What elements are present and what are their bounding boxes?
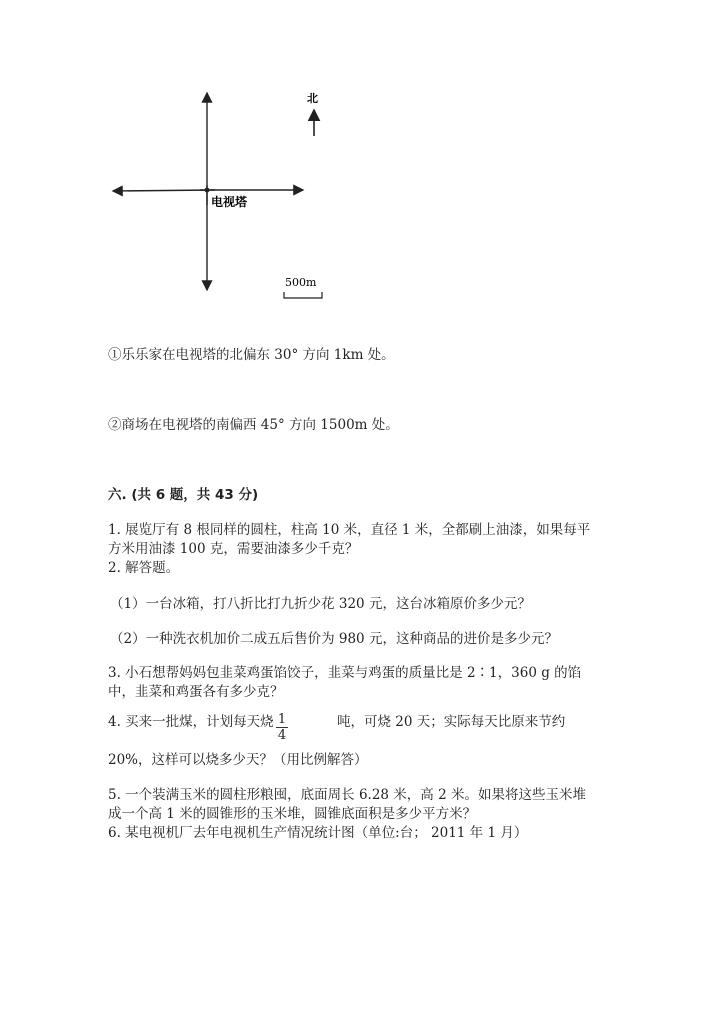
question-6: 6. 某电视机厂去年电视机生产情况统计图（单位:台； 2011 年 1 月） — [108, 825, 528, 841]
fraction-denominator: 4 — [277, 728, 287, 743]
question-3-line-1: 3. 小石想帮妈妈包韭菜鸡蛋馅饺子，韭菜与鸡蛋的质量比是 2∶1，360 g 的馅 — [108, 665, 582, 681]
section-heading: 六. (共 6 题，共 43 分) — [108, 487, 259, 503]
question-4-part-c: 20%，这样可以烧多少天？（用比例解答） — [108, 752, 368, 768]
fraction-one-quarter — [276, 712, 288, 743]
question-4-part-b: 吨，可烧 20 天；实际每天比原来节约 — [337, 714, 566, 730]
question-2-part-1: （1）一台冰箱，打八折比打九折少花 320 元，这台冰箱原价多少元？ — [110, 596, 531, 612]
question-3-line-2: 中，韭菜和鸡蛋各有多少克？ — [108, 684, 284, 700]
scale-label: 500m — [285, 276, 317, 289]
tv-tower-point — [205, 188, 210, 193]
question-4-part-a: 4. 买来一批煤，计划每天烧 — [108, 714, 274, 730]
scale-bar — [284, 292, 322, 298]
question-1-line-1: 1. 展览厅有 8 根同样的圆柱，柱高 10 米，直径 1 米，全都刷上油漆，如果每平 — [108, 522, 591, 538]
west-axis — [113, 190, 215, 191]
question-1-line-2: 方米用油漆 100 克，需要油漆多少千克？ — [108, 541, 359, 557]
fraction-numerator: 1 — [277, 712, 287, 727]
tv-tower-label: 电视塔 — [211, 195, 248, 209]
question-5-line-2: 成一个高 1 米的圆锥形的玉米堆，圆锥底面积是多少平方米？ — [108, 806, 477, 822]
question-5-line-1: 5. 一个装满玉米的圆柱形粮囤，底面周长 6.28 米，高 2 米。如果将这些玉米堆 — [108, 787, 586, 803]
task-1: ①乐乐家在电视塔的北偏东 30° 方向 1km 处。 — [108, 347, 395, 363]
question-2: 2. 解答题。 — [108, 560, 180, 576]
question-2-part-2: （2）一种洗衣机加价二成五后售价为 980 元，这种商品的进价是多少元？ — [110, 631, 558, 647]
task-2: ②商场在电视塔的南偏西 45° 方向 1500m 处。 — [108, 417, 399, 433]
north-label: 北 — [307, 92, 318, 105]
direction-diagram — [0, 0, 720, 320]
